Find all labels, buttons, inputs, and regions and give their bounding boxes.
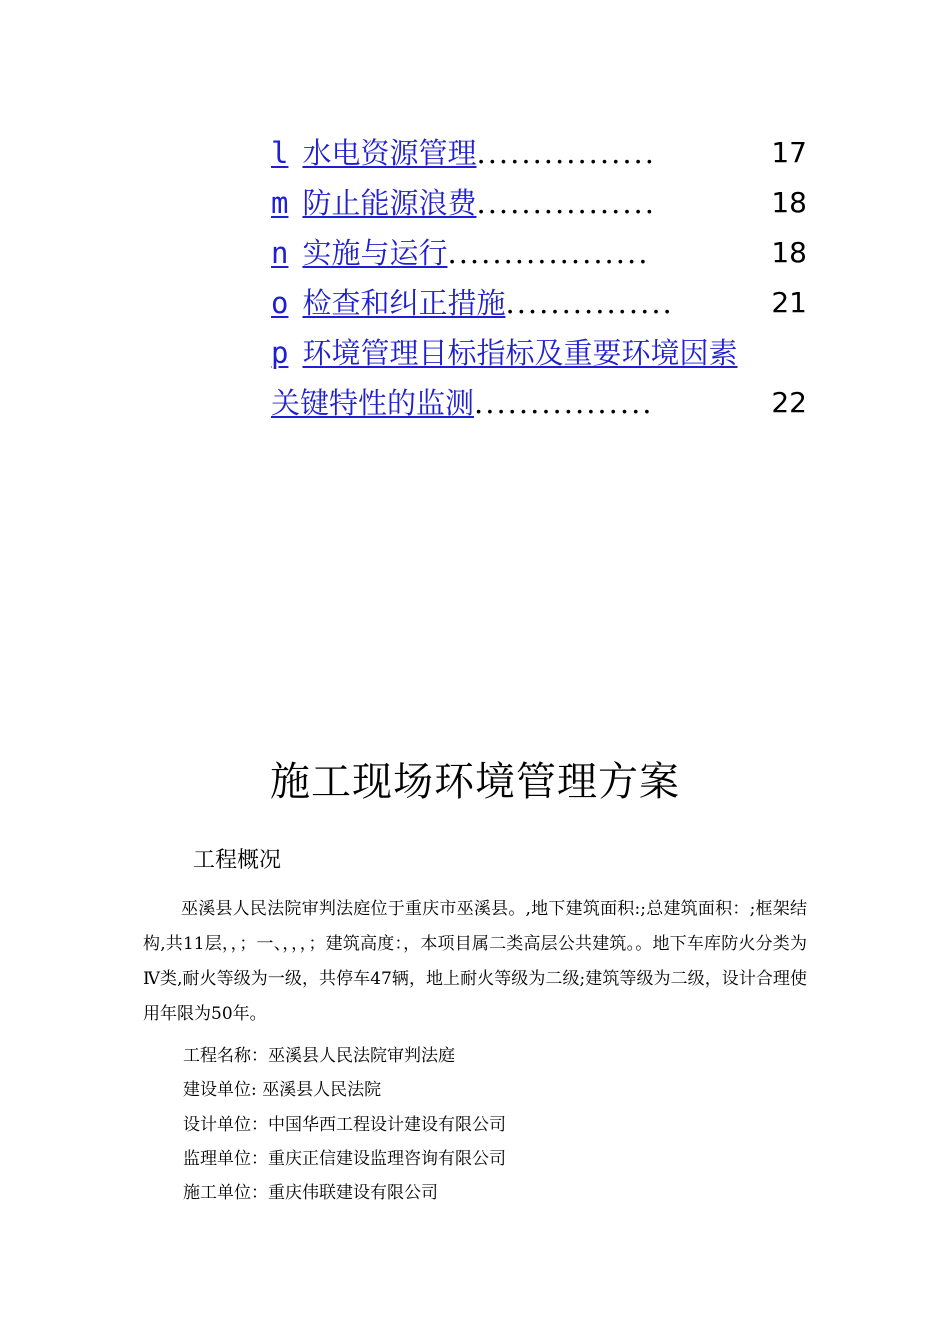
toc-letter: o	[271, 286, 289, 320]
toc-text: 水电资源管理	[302, 136, 477, 170]
info-value: 巫溪县人民法院	[262, 1080, 382, 1100]
info-label: 建设单位:	[183, 1080, 263, 1100]
toc-text: 实施与运行	[302, 236, 448, 270]
toc-page-number: 21	[771, 286, 807, 319]
toc-link[interactable]	[271, 228, 447, 278]
toc-dots: ..................	[447, 236, 650, 270]
info-value: 中国华西工程设计建设有限公司	[268, 1115, 506, 1135]
toc-page-number: 17	[771, 136, 807, 169]
info-value: 重庆正信建设监理咨询有限公司	[268, 1149, 506, 1169]
info-line	[183, 1039, 455, 1073]
toc-link[interactable]	[271, 278, 505, 328]
toc-link[interactable]	[271, 128, 476, 178]
toc-dots: ................	[476, 136, 656, 170]
toc-letter: l	[271, 136, 289, 170]
toc-entry[interactable]	[271, 278, 807, 328]
toc-dots: ................	[476, 186, 656, 220]
toc-letter: p	[271, 336, 289, 370]
toc-entry-line1[interactable]	[271, 328, 807, 378]
toc-entry[interactable]	[271, 228, 807, 278]
toc-page-number: 18	[771, 236, 807, 269]
document-title: 施工现场环境管理方案	[270, 759, 680, 805]
toc-letter: n	[271, 236, 289, 270]
section-heading: 工程概况	[193, 848, 282, 873]
table-of-contents	[271, 128, 807, 428]
toc-link[interactable]	[271, 378, 474, 428]
toc-text: 防止能源浪费	[302, 186, 477, 220]
toc-entry-line2[interactable]	[271, 378, 807, 428]
toc-text: 环境管理目标指标及重要环境因素	[302, 336, 738, 370]
overview-paragraph: 巫溪县人民法院审判法庭位于重庆市巫溪县。,地下建筑面积:;总建筑面积：;框架结构,共11层，，；一、，，，；建筑高度：，本项目属二类高层公共建筑。。地下车库防火分类为Ⅳ类,耐火等级为一级，共停车47辆，地上耐火等级为二级;建筑等级为二级，设计合理使用年限为50年。	[143, 899, 807, 1024]
toc-entry[interactable]	[271, 128, 807, 178]
info-line	[183, 1073, 381, 1107]
toc-dots: ................	[474, 386, 654, 420]
toc-page-number: 22	[771, 386, 807, 419]
info-line	[183, 1176, 438, 1210]
toc-dots: ...............	[505, 286, 674, 320]
toc-letter: m	[271, 186, 289, 220]
toc-text: 检查和纠正措施	[302, 286, 506, 320]
info-line	[183, 1142, 506, 1176]
toc-text: 关键特性的监测	[271, 386, 475, 420]
info-label: 监理单位：	[183, 1149, 268, 1169]
toc-link[interactable]	[271, 178, 476, 228]
toc-link[interactable]	[271, 336, 737, 370]
info-line	[183, 1108, 506, 1142]
info-label: 设计单位：	[183, 1115, 268, 1135]
toc-entry[interactable]	[271, 178, 807, 228]
info-label: 工程名称：	[183, 1046, 268, 1066]
info-value: 重庆伟联建设有限公司	[268, 1183, 438, 1203]
toc-page-number: 18	[771, 186, 807, 219]
info-value: 巫溪县人民法院审判法庭	[268, 1046, 455, 1066]
info-label: 施工单位：	[183, 1183, 268, 1203]
